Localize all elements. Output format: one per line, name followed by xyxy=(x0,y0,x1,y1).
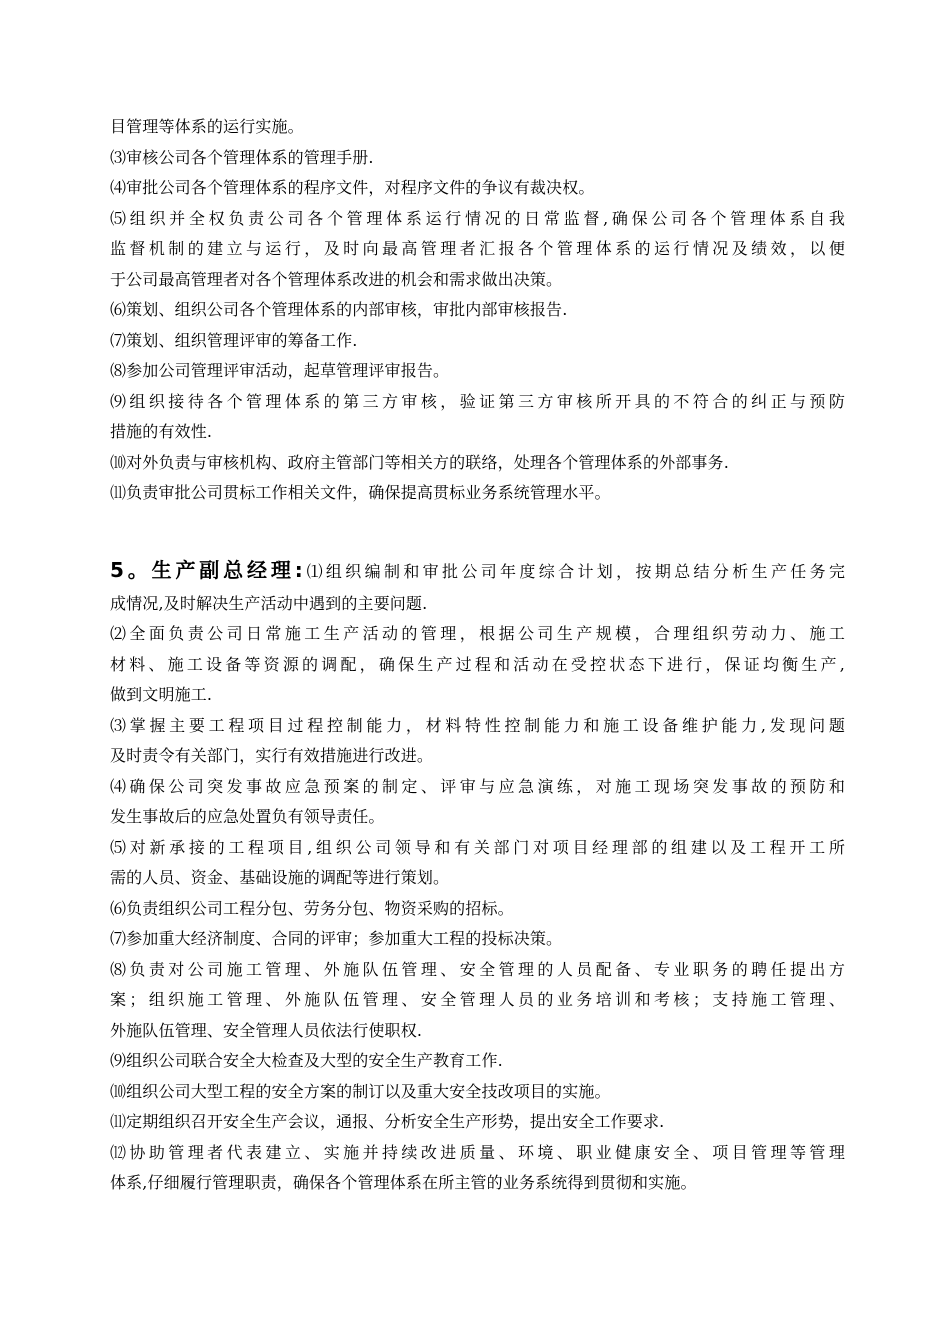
text-line: ⑷确保公司突发事故应急预案的制定、评审与应急演练，对施工现场突发事故的预防和 xyxy=(110,776,845,796)
text-line: ⑼组织接待各个管理体系的第三方审核，验证第三方审核所开具的不符合的纠正与预防 xyxy=(110,391,845,411)
section-5-first-line xyxy=(110,551,845,589)
text-line: 体系,仔细履行管理职责，确保各个管理体系在所主管的业务系统得到贯彻和实施。 xyxy=(110,1173,697,1192)
text-line: 案；组织施工管理、外施队伍管理、安全管理人员的业务培训和考核；支持施工管理、 xyxy=(110,990,845,1009)
text-line: ⑻参加公司管理评审活动，起草管理评审报告。 xyxy=(110,361,450,380)
section-gap xyxy=(110,509,845,551)
text-line: 发生事故后的应急处置负有领导责任。 xyxy=(110,807,385,826)
text-line: 需的人员、资金、基础设施的调配等进行策划。 xyxy=(110,868,450,887)
text-line: 成情况,及时解决生产活动中遇到的主要问题. xyxy=(110,593,428,613)
section-5-heading: 5。生产副总经理: xyxy=(110,557,304,582)
text-line: 监督机制的建立与运行，及时向最高管理者汇报各个管理体系的运行情况及绩效，以便 xyxy=(110,239,845,258)
text-line: 措施的有效性. xyxy=(110,422,213,441)
text-line: 材料、施工设备等资源的调配，确保生产过程和活动在受控状态下进行，保证均衡生产, xyxy=(110,654,845,674)
text-line: 做到文明施工. xyxy=(110,685,213,704)
text-line: ⑾定期组织召开安全生产会议，通报、分析安全生产形势，提出安全工作要求. xyxy=(110,1112,665,1131)
text-line: ⑿协助管理者代表建立、实施并持续改进质量、环境、职业健康安全、项目管理等管理 xyxy=(110,1142,845,1162)
text-line: ⑸对新承接的工程项目,组织公司领导和有关部门对项目经理部的组建以及工程开工所 xyxy=(110,837,845,857)
text-line: ⑹负责组织公司工程分包、劳务分包、物资采购的招标。 xyxy=(110,898,514,918)
text-line: ⑶掌握主要工程项目过程控制能力，材料特性控制能力和施工设备维护能力,发现问题 xyxy=(110,715,845,735)
section-5 xyxy=(110,551,845,1199)
text-line: ⑺策划、组织管理评审的筹备工作. xyxy=(110,330,358,350)
text-line: 外施队伍管理、安全管理人员依法行使职权. xyxy=(110,1020,423,1040)
section-5-first-line-text: ⑴组织编制和审批公司年度综合计划，按期总结分析生产任务完 xyxy=(303,561,845,581)
text-line: ⑹策划、组织公司各个管理体系的内部审核，审批内部审核报告. xyxy=(110,300,568,319)
text-line: ⑵全面负责公司日常施工生产活动的管理，根据公司生产规模，合理组织劳动力、施工 xyxy=(110,624,845,643)
text-line: ⑾负责审批公司贯标工作相关文件，确保提高贯标业务系统管理水平。 xyxy=(110,483,611,502)
text-line: ⑼组织公司联合安全大检查及大型的安全生产教育工作. xyxy=(110,1051,503,1070)
text-line: ⑽组织公司大型工程的安全方案的制订以及重大安全技改项目的实施。 xyxy=(110,1081,611,1101)
text-line: 及时责令有关部门，实行有效措施进行改进。 xyxy=(110,746,434,765)
section-4-continuation xyxy=(110,112,845,509)
text-line: ⑽对外负责与审核机构、政府主管部门等相关方的联络，处理各个管理体系的外部事务. xyxy=(110,452,729,472)
document-page xyxy=(110,112,845,1199)
text-line: ⑻负责对公司施工管理、外施队伍管理、安全管理的人员配备、专业职务的聘任提出方 xyxy=(110,959,845,979)
text-line: ⑸组织并全权负责公司各个管理体系运行情况的日常监督,确保公司各个管理体系自我 xyxy=(110,208,845,228)
text-line: 于公司最高管理者对各个管理体系改进的机会和需求做出决策。 xyxy=(110,269,563,289)
text-line: 目管理等体系的运行实施。 xyxy=(110,117,304,136)
text-line: ⑶审核公司各个管理体系的管理手册. xyxy=(110,147,374,167)
text-line: ⑷审批公司各个管理体系的程序文件，对程序文件的争议有裁决权。 xyxy=(110,178,595,197)
text-line: ⑺参加重大经济制度、合同的评审；参加重大工程的投标决策。 xyxy=(110,929,563,948)
